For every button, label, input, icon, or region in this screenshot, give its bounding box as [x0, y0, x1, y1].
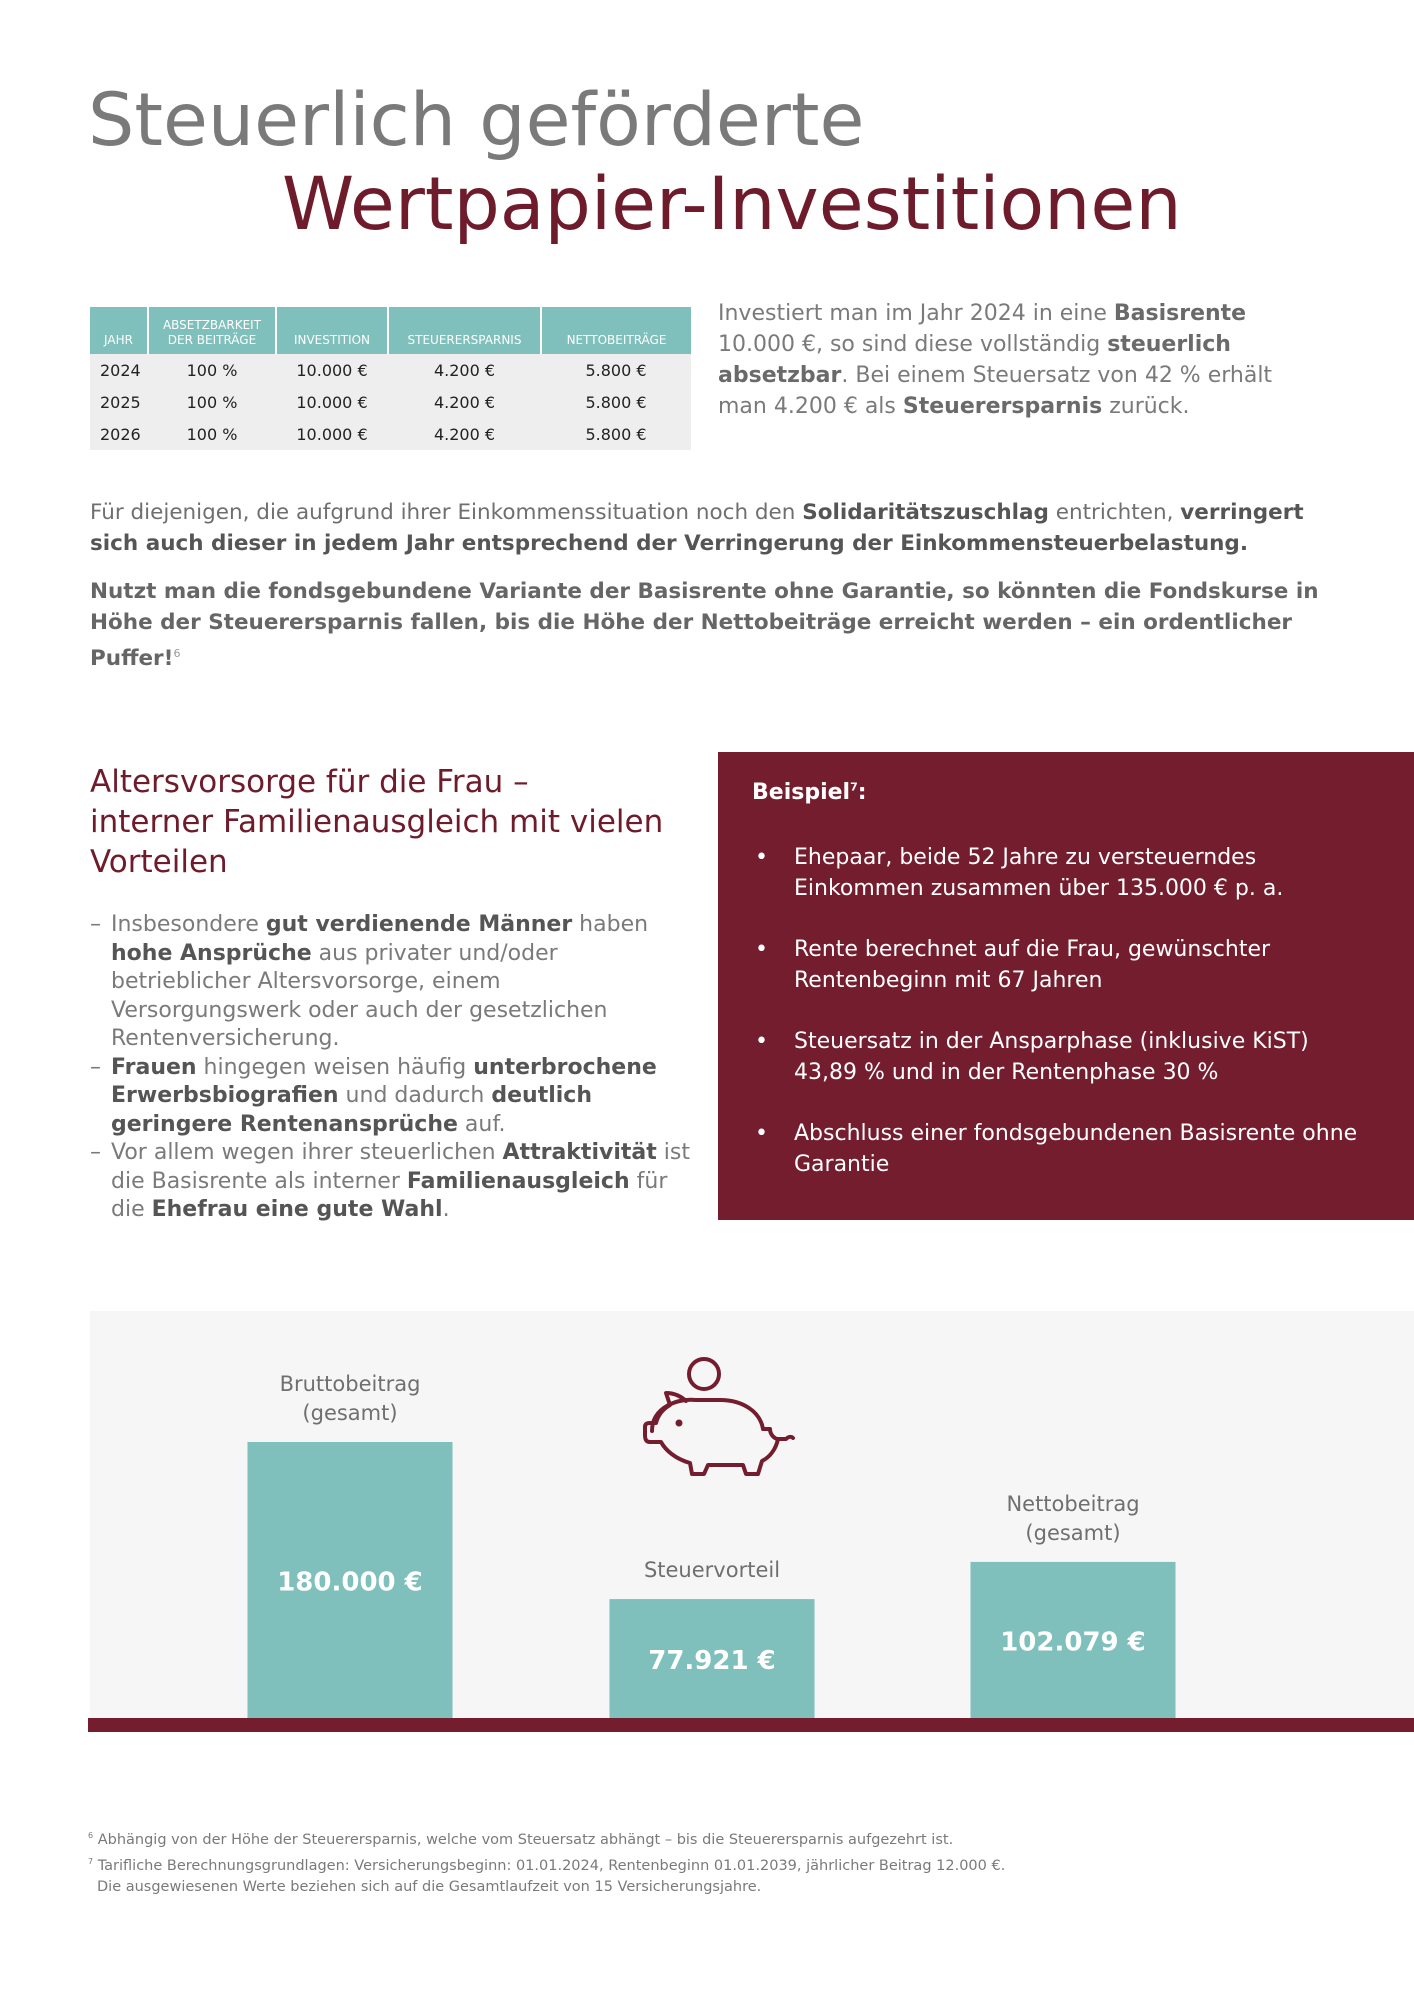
list-item — [752, 842, 1372, 904]
intro-paragraph — [718, 298, 1278, 422]
bullet-bold: Ehefrau eine gute Wahl — [151, 1197, 443, 1222]
footnote-text: Tarifliche Berechnungsgrundlagen: Versicherungsbeginn: 01.01.2024, Rentenbeginn 01.01.2039, jährlicher Beitrag 12.000 €. — [97, 1857, 1006, 1874]
table-cell: 10.000 € — [276, 386, 388, 418]
example-item-text: Ehepaar, beide 52 Jahre zu versteuerndes Einkommen zusammen über 135.000 € p. a. — [794, 845, 1284, 901]
table-cell: 4.200 € — [388, 354, 541, 386]
example-heading-text: Beispiel — [752, 780, 851, 805]
para-bold: verringert sich auch dieser in jedem Jahr entsprechend der Verringerung der Einkommensteuerbelastung. — [90, 500, 1304, 556]
example-item-text: Rente berechnet auf die Frau, gewünschter Rentenbeginn mit 67 Jahren — [794, 937, 1271, 993]
chart-baseline — [88, 1718, 1414, 1732]
list-item — [90, 911, 690, 1054]
table-header-cell: NETTOBEITRÄGE — [541, 307, 691, 354]
buffer-paragraph — [90, 576, 1320, 674]
footnote-ref: 6 — [88, 1831, 94, 1840]
para-text: Nutzt man die fondsgebundene Variante der Basisrente ohne Garantie, so könnten die Fondskurse in Höhe der Steuerersparnis fallen, bis die Höhe der Nettobeiträge erreicht werden – ein ordentlicher Puffer! — [90, 579, 1319, 672]
intro-text: . Bei einem Steuersatz von 42 % erhält man 4.200 € als — [718, 363, 1273, 419]
table-row — [90, 418, 691, 450]
dash-marker: – — [90, 1054, 101, 1080]
dash-marker: – — [90, 1140, 101, 1165]
bullet-text: und dadurch — [338, 1083, 492, 1108]
footnote-text: Die ausgewiesenen Werte beziehen sich auf die Gesamtlaufzeit von 15 Versicherungsjahre. — [97, 1878, 762, 1895]
bullet-bold: Frauen — [111, 1054, 197, 1080]
footnote-ref: 6 — [173, 647, 181, 660]
bar-value-label: 180.000 € — [277, 1567, 423, 1598]
table-cell: 10.000 € — [276, 354, 388, 386]
argument-list — [90, 911, 690, 1225]
intro-bold: steuerlich absetzbar — [718, 332, 1231, 388]
list-item — [90, 1054, 690, 1140]
dash-marker: – — [90, 912, 101, 937]
footnote — [88, 1825, 1005, 1851]
bullet-icon: • — [755, 1121, 768, 1146]
table-cell: 5.800 € — [541, 386, 691, 418]
example-box — [718, 752, 1414, 1220]
tax-savings-table — [90, 307, 691, 450]
table-cell: 100 % — [148, 418, 276, 450]
table-cell: 100 % — [148, 354, 276, 386]
bullet-text: hingegen weisen häufig — [196, 1054, 474, 1080]
bullet-text: Insbesondere — [111, 912, 266, 937]
example-heading-suffix: : — [857, 780, 867, 805]
intro-text: 10.000 €, so sind diese vollständig — [718, 332, 1108, 357]
table-cell: 4.200 € — [388, 386, 541, 418]
bullet-icon: • — [755, 845, 768, 870]
bullet-text: für die — [111, 1168, 668, 1222]
bullet-text: ist die Basisrente als interner — [111, 1140, 690, 1194]
table-cell: 100 % — [148, 386, 276, 418]
table-cell: 4.200 € — [388, 418, 541, 450]
bullet-text: haben — [572, 912, 649, 937]
table-header-cell: ABSETZBARKEIT DER BEITRÄGE — [148, 307, 276, 354]
bullet-icon: • — [755, 937, 768, 962]
bar-value-label: 77.921 € — [648, 1646, 776, 1677]
para-text: entrichten, — [1048, 500, 1181, 525]
list-item — [90, 1139, 690, 1225]
footnote — [88, 1851, 1005, 1877]
bullet-text: . — [442, 1197, 450, 1222]
table-cell: 2025 — [90, 386, 148, 418]
bar-category-label: (gesamt) — [1025, 1520, 1121, 1545]
bullet-bold: deutlich geringere Rentenansprüche — [111, 1083, 592, 1137]
section-title-line: interner Familienausgleich mit vielen — [90, 804, 664, 840]
intro-text: zurück. — [1102, 394, 1190, 419]
table-cell: 2024 — [90, 354, 148, 386]
bullet-bold: gut verdienende Männer — [265, 912, 573, 937]
solidarity-paragraph — [90, 497, 1310, 559]
bullet-text: Vor allem wegen ihrer steuerlichen — [111, 1140, 503, 1165]
list-item — [752, 1118, 1372, 1180]
list-item — [752, 934, 1372, 996]
footnote-ref: 7 — [850, 780, 858, 794]
example-heading — [752, 780, 867, 805]
footnote-text: Abhängig von der Höhe der Steuerersparnis, welche vom Steuersatz abhängt – bis die Steuerersparnis aufgezehrt ist. — [97, 1831, 954, 1848]
page-title-line2: Wertpapier-Investitionen — [282, 162, 1182, 247]
table-header-row — [90, 307, 691, 354]
bullet-text: auf. — [457, 1111, 506, 1137]
contribution-chart — [90, 1311, 1414, 1731]
bullet-icon: • — [755, 1029, 768, 1054]
para-text: Für diejenigen, die aufgrund ihrer Einkommenssituation noch den — [90, 500, 803, 525]
bar-category-label: Bruttobeitrag — [279, 1372, 421, 1396]
example-item-text: Steuersatz in der Ansparphase (inklusive KiST) 43,89 % und in der Rentenphase 30 % — [794, 1029, 1309, 1085]
table-cell: 5.800 € — [541, 354, 691, 386]
intro-bold: Basisrente — [1113, 301, 1247, 326]
table-header-cell: JAHR — [90, 307, 148, 354]
footnote — [88, 1877, 1005, 1898]
table-row — [90, 354, 691, 386]
para-bold: Solidaritätszuschlag — [802, 500, 1049, 525]
bullet-text: aus privater und/oder betrieblicher Altersvorsorge, einem Versorgungswerk oder auch der gesetzlichen Rentenversicherung. — [111, 940, 608, 1051]
intro-text: Investiert man im Jahr 2024 in eine — [718, 301, 1114, 326]
section-title-line: Vorteilen — [90, 844, 228, 880]
footnote-ref: 7 — [88, 1856, 94, 1866]
list-item — [752, 1026, 1372, 1088]
table-cell: 2026 — [90, 418, 148, 450]
section-title-line: Altersvorsorge für die Frau – — [90, 764, 529, 800]
bar-category-label: (gesamt) — [302, 1401, 398, 1425]
page-title-line1: Steuerlich geförderte — [88, 78, 865, 163]
footnotes — [88, 1825, 1005, 1898]
table-cell: 5.800 € — [541, 418, 691, 450]
bar-value-label: 102.079 € — [1000, 1627, 1146, 1658]
piggy-bank-icon — [645, 1359, 793, 1474]
intro-bold: Steuerersparnis — [902, 394, 1103, 419]
bullet-bold: Attraktivität — [502, 1140, 657, 1165]
bullet-bold: Familienausgleich — [406, 1168, 630, 1194]
bar-category-label: Nettobeitrag — [1006, 1491, 1140, 1516]
example-item-text: Abschluss einer fondsgebundenen Basisrente ohne Garantie — [794, 1121, 1358, 1177]
chart-svg — [90, 1311, 1414, 1731]
example-list — [752, 842, 1372, 1210]
bullet-bold: hohe Ansprüche — [111, 940, 312, 966]
bullet-bold: unterbrochene Erwerbsbiografien — [111, 1054, 657, 1108]
table-header-cell: STEUERERSPARNIS — [388, 307, 541, 354]
table-row — [90, 386, 691, 418]
section-title — [90, 762, 690, 882]
table-cell: 10.000 € — [276, 418, 388, 450]
bar-category-label: Steuervorteil — [643, 1558, 781, 1583]
table-header-cell: INVESTITION — [276, 307, 388, 354]
